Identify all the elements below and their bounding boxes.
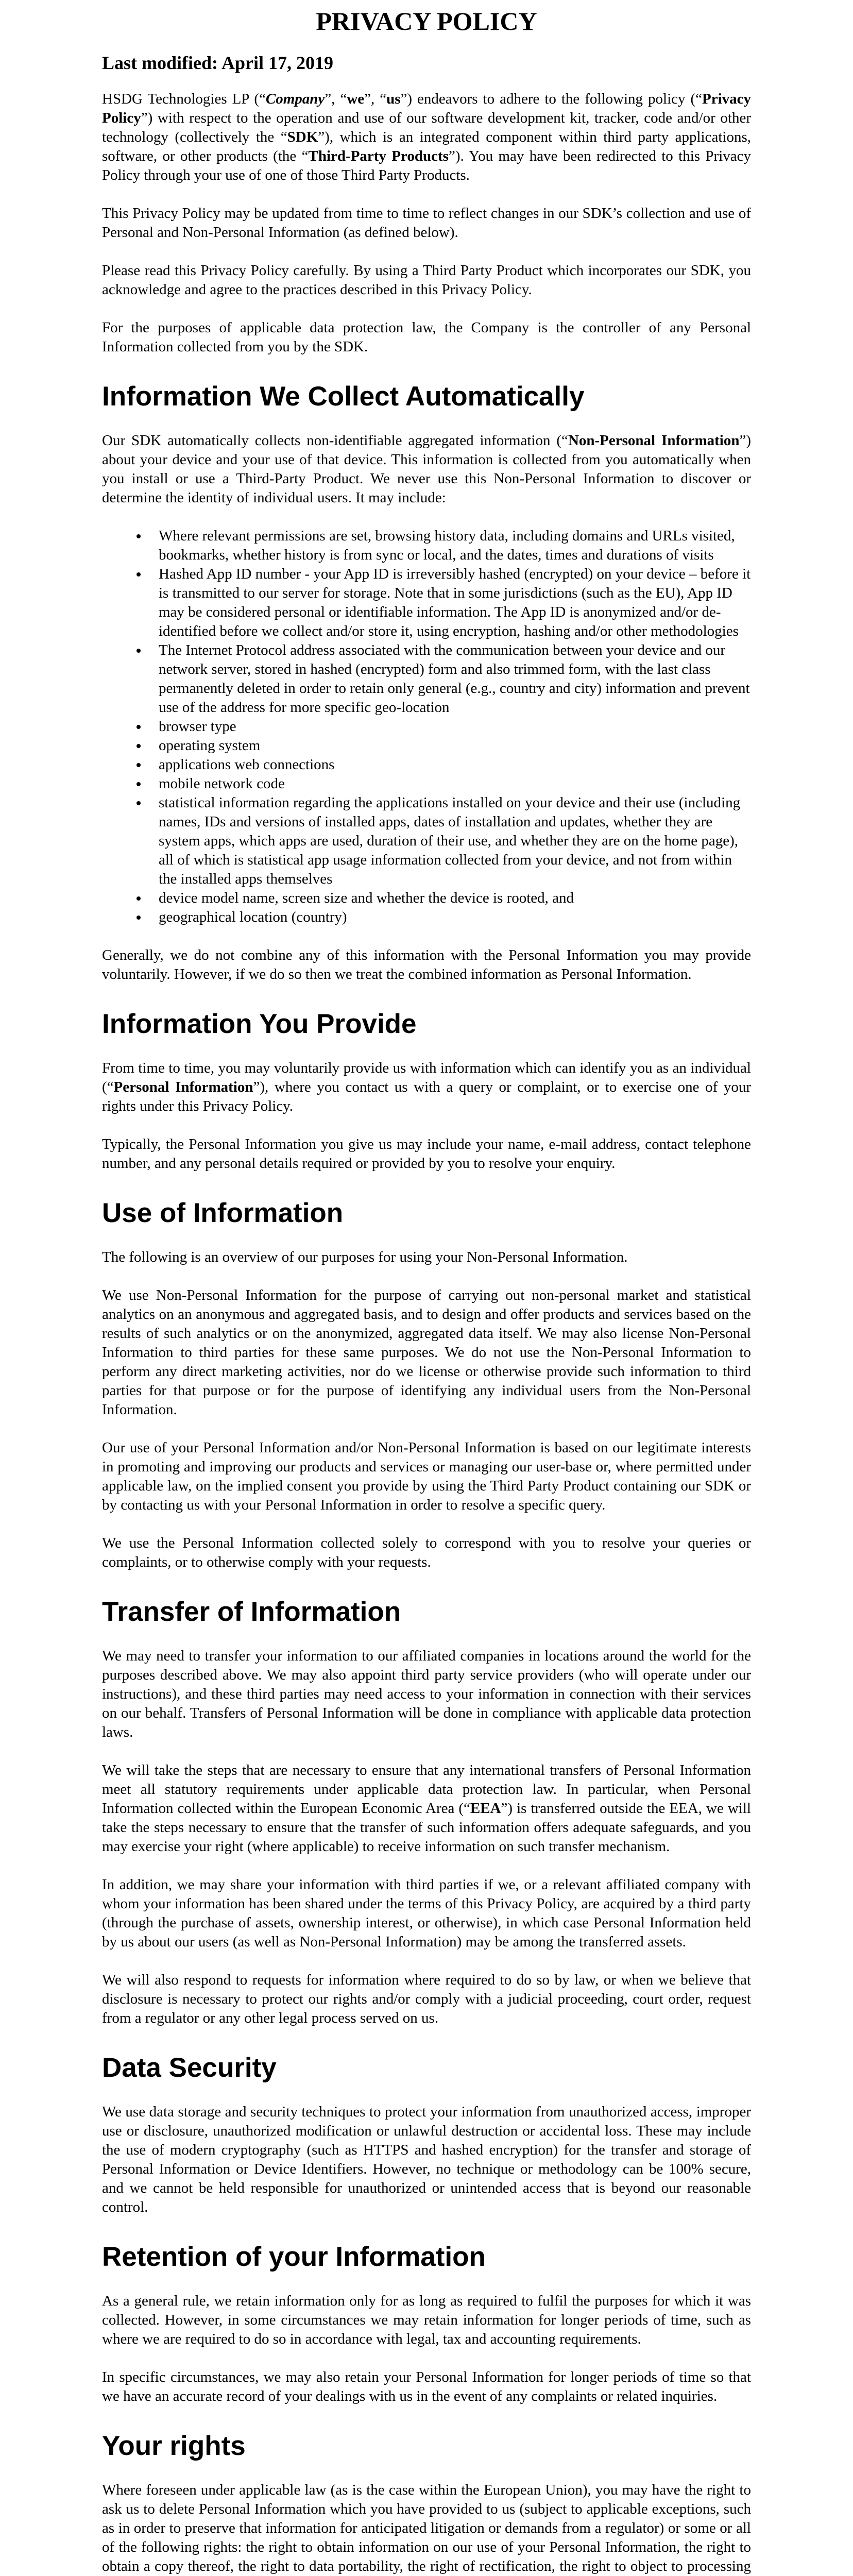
list-item: • operating system — [148, 736, 751, 755]
use-paragraph-2: We use Non-Personal Information for the purpose of carrying out non-personal market and statistical analytics on an anonymous and aggregated basis, and to design and offer products and services based on the results of such analytics or on the anonymized, aggregated data itself. We may also license Non-Personal Information to third parties for these same purposes. We do not use the Non-Personal Information to perform any direct marketing activities, nor do we license or otherwise provide such information to third parties for that purpose or for the purpose of identifying any individual users from the Non-Personal Information. — [102, 1287, 751, 1418]
collected-info-list — [102, 527, 751, 927]
retention-paragraph-2: In specific circumstances, we may also retain your Personal Information for longer periods of time so that we have an accurate record of your dealings with us in the event of any complaints or related inquiries. — [102, 2368, 751, 2404]
provide-paragraph-1: From time to time, you may voluntarily provide us with information which can identify you as an individual (“Personal Information”), where you contact us with a query or complaint, or to exercise one of your rights under this Privacy Policy. — [102, 1060, 751, 1115]
section-heading-use-of-information: Use of Information — [102, 1198, 344, 1229]
last-modified-date: Last modified: April 17, 2019 — [102, 53, 334, 73]
page-title: PRIVACY POLICY — [316, 7, 537, 36]
section-heading-data-security: Data Security — [102, 2052, 277, 2083]
rights-paragraph-1: Where foreseen under applicable law (as is the case within the European Union), you may have the right to ask us to delete Personal Information which you have provided to us (subject to applicable exceptions, such as in order to preserve that information for anticipated litigation or demands from a regulator) or some or all of the following rights: the right to obtain information on our use of your Personal Information, the right to obtain a copy thereof, the right to data portability, the right of rectification, the right to object to processing — [102, 2481, 751, 2574]
intro-paragraph-2: This Privacy Policy may be updated from time to time to reflect changes in our SDK’s collection and use of Personal and Non-Personal Information (as defined below). — [102, 205, 751, 241]
retention-paragraph-1: As a general rule, we retain information only for as long as required to fulfil the purposes for which it was collected. However, in some circumstances we may retain information for longer periods of time, such as where we are required to do so in accordance with legal, tax and accounting requirements. — [102, 2292, 751, 2347]
transfer-paragraph-2: We will take the steps that are necessary to ensure that any international transfers of Personal Information meet all statutory requirements under applicable data protection law. In particular, when Personal Information collected within the European Economic Area (“EEA”) is transferred outside the EEA, we will take the steps necessary to ensure that the transfer of such information offers adequate safeguards, and you may exercise your right (where applicable) to receive information on such transfer mechanism. — [102, 1761, 751, 1855]
transfer-paragraph-3: In addition, we may share your information with third parties if we, or a relevant affiliated company with whom your information has been shared under the terms of this Privacy Policy, are acquired by a third party (through the purchase of assets, ownership interest, or otherwise), in which case Personal Information held by us about our users (as well as Non-Personal Information) may be among the transferred assets. — [102, 1876, 751, 1950]
transfer-paragraph-4: We will also respond to requests for information where required to do so by law, or when we believe that disclosure is necessary to protect our rights and/or comply with a judicial proceeding, court order, request from a regulator or any other legal process served on us. — [102, 1971, 751, 2026]
list-item: • Where relevant permissions are set, browsing history data, including domains and URLs visited, bookmarks, whether history is from sync or local, and the dates, times and durations of visits — [148, 527, 751, 565]
list-item: • The Internet Protocol address associated with the communication between your device and our network server, stored in hashed (encrypted) form and also trimmed form, with the last class permanently deleted in order to retain only general (e.g., country and city) information and prevent use of the address for more specific geo-location — [148, 641, 751, 717]
list-item: • browser type — [148, 717, 751, 736]
section-heading-retention: Retention of your Information — [102, 2241, 486, 2272]
section-heading-transfer-of-information: Transfer of Information — [102, 1597, 401, 1627]
intro-paragraph-4: For the purposes of applicable data protection law, the Company is the controller of any Personal Information collected from you by the SDK. — [102, 319, 751, 355]
intro-paragraph-1: HSDG Technologies LP (“Company”, “we”, “us”) endeavors to adhere to the following policy (“Privacy Policy”) with respect to the operation and use of our software development kit, tracker, code and/or other technology (collectively the “SDK”), which is an integrated component within third party applications, software, or other products (the “Third-Party Products”). You may have been redirected to this Privacy Policy through your use of one of those Third Party Products. — [102, 91, 752, 184]
section-heading-collect-automatically: Information We Collect Automatically — [102, 381, 585, 412]
list-item: • device model name, screen size and whether the device is rooted, and — [148, 889, 751, 908]
list-item: • applications web connections — [148, 755, 751, 774]
list-item: • Hashed App ID number - your App ID is irreversibly hashed (encrypted) on your device – before it is transmitted to our server for storage. Note that in some jurisdictions (such as the EU), App ID may be considered personal or identifiable information. The App ID is anonymized and/or de-identified before we collect and/or store it, using encryption, hashing and/or other methodologies — [148, 565, 751, 641]
collect-auto-paragraph-1: Our SDK automatically collects non-identifiable aggregated information (“Non-Personal Information”) about your device and your use of that device. This information is collected from you automatically when you install or use a Third-Party Product. We never use this Non-Personal Information to discover or determine the identity of individual users. It may include: — [102, 432, 752, 506]
use-paragraph-4: We use the Personal Information collected solely to correspond with you to resolve your queries or complaints, or to otherwise comply with your requests. — [102, 1535, 751, 1570]
provide-paragraph-2: Typically, the Personal Information you give us may include your name, e-mail address, contact telephone number, and any personal details required or provided by you to resolve your enquiry. — [102, 1136, 751, 1172]
collect-auto-paragraph-2: Generally, we do not combine any of this information with the Personal Information you may provide voluntarily. However, if we do so then we treat the combined information as Personal Information. — [102, 947, 751, 983]
list-item: • geographical location (country) — [148, 908, 751, 927]
section-heading-information-you-provide: Information You Provide — [102, 1009, 417, 1040]
use-paragraph-1: The following is an overview of our purposes for using your Non-Personal Information. — [102, 1249, 628, 1265]
intro-paragraph-3: Please read this Privacy Policy carefully. By using a Third Party Product which incorporates our SDK, you acknowledge and agree to the practices described in this Privacy Policy. — [102, 262, 751, 298]
security-paragraph-1: We use data storage and security techniques to protect your information from unauthorized access, improper use or disclosure, unauthorized modification or unlawful destruction or accidental loss. These may include the use of modern cryptography (such as HTTPS and hashed encryption) for the transfer and storage of Personal Information or Device Identifiers. However, no technique or methodology can be 100% secure, and we cannot be held responsible for unauthorized or unintended access that is beyond our reasonable control. — [102, 2103, 751, 2215]
list-item: • statistical information regarding the applications installed on your device and their use (including names, IDs and versions of installed apps, dates of installation and updates, whether they are system apps, which apps are used, duration of their use, and whether they are on the home page), all of which is statistical app usage information collected from your device, and not from within the installed apps themselves — [148, 793, 751, 889]
transfer-paragraph-1: We may need to transfer your information to our affiliated companies in locations around the world for the purposes described above. We may also appoint third party service providers (who will operate under our instructions), and these third parties may need access to your information in connection with their services on our behalf. Transfers of Personal Information will be done in compliance with applicable data protection laws. — [102, 1647, 751, 1740]
list-item: • mobile network code — [148, 774, 751, 793]
section-heading-your-rights: Your rights — [102, 2430, 246, 2461]
use-paragraph-3: Our use of your Personal Information and/or Non-Personal Information is based on our legitimate interests in promoting and improving our products and services or managing our user-base or, where permitted under applicable law, on the implied consent you provide by using the Third Party Product containing our SDK or by contacting us with your Personal Information in order to resolve a specific query. — [102, 1439, 751, 1513]
